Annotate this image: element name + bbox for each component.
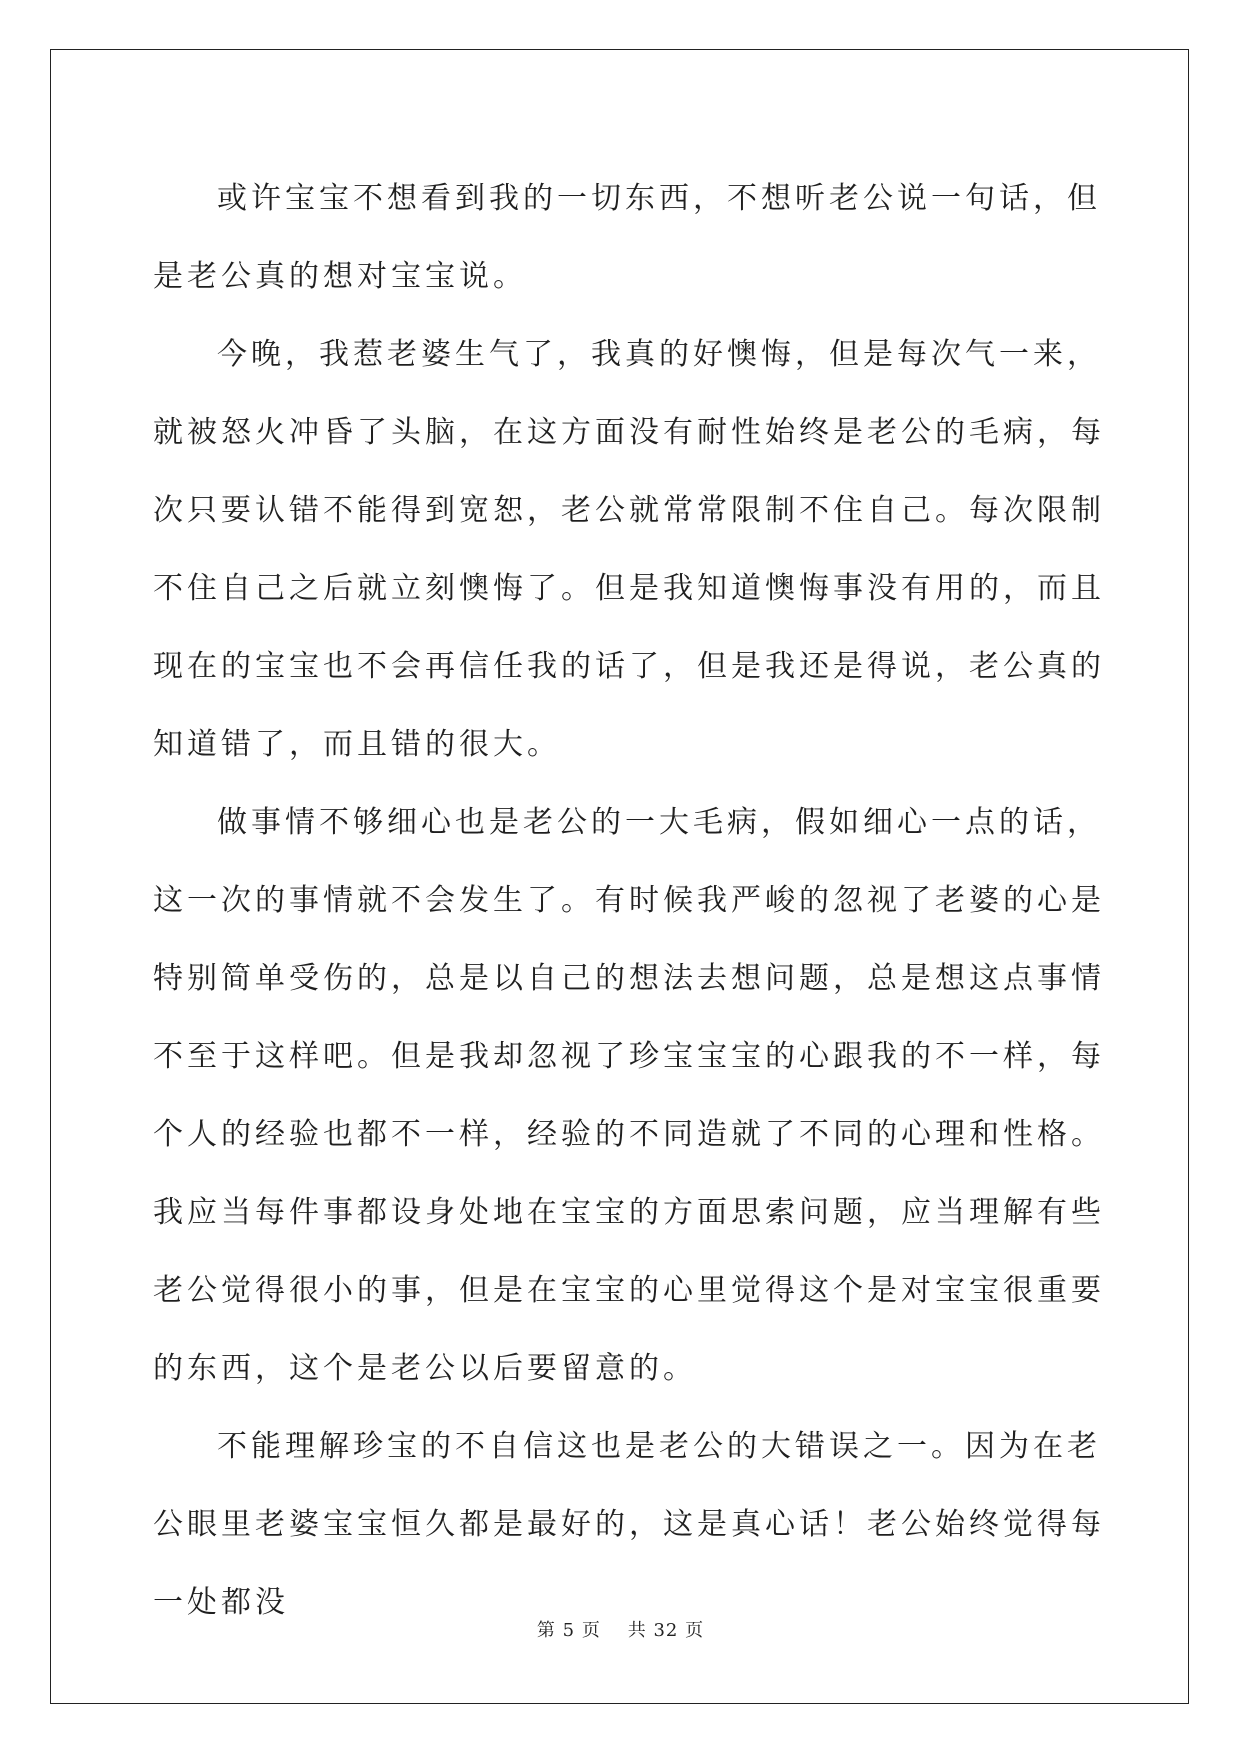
page-footer	[0, 1616, 1241, 1642]
paragraph: 今晚，我惹老婆生气了，我真的好懊悔，但是每次气一来，就被怒火冲昏了头脑，在这方面没有耐性始终是老公的毛病，每次只要认错不能得到宽恕，老公就常常限制不住自己。每次限制不住自己之后就立刻懊悔了。但是我知道懊悔事没有用的，而且现在的宝宝也不会再信任我的话了，但是我还是得说，老公真的知道错了，而且错的很大。	[153, 337, 1105, 762]
page-total: 共 32 页	[627, 1620, 705, 1641]
page-number: 第 5 页	[536, 1620, 601, 1641]
footer-spacer	[601, 1620, 628, 1641]
paragraph: 或许宝宝不想看到我的一切东西，不想听老公说一句话，但是老公真的想对宝宝说。	[153, 181, 1101, 294]
paragraph: 不能理解珍宝的不自信这也是老公的大错误之一。因为在老公眼里老婆宝宝恒久都是最好的，这是真心话！老公始终觉得每一处都没	[153, 1429, 1105, 1620]
paragraph: 做事情不够细心也是老公的一大毛病，假如细心一点的话，这一次的事情就不会发生了。有时候我严峻的忽视了老婆的心是特别简单受伤的，总是以自己的想法去想问题，总是想这点事情不至于这样吧。但是我却忽视了珍宝宝宝的心跟我的不一样，每个人的经验也都不一样，经验的不同造就了不同的心理和性格。我应当每件事都设身处地在宝宝的方面思索问题，应当理解有些老公觉得很小的事，但是在宝宝的心里觉得这个是对宝宝很重要的东西，这个是老公以后要留意的。	[153, 805, 1105, 1386]
document-body	[153, 160, 1105, 1642]
